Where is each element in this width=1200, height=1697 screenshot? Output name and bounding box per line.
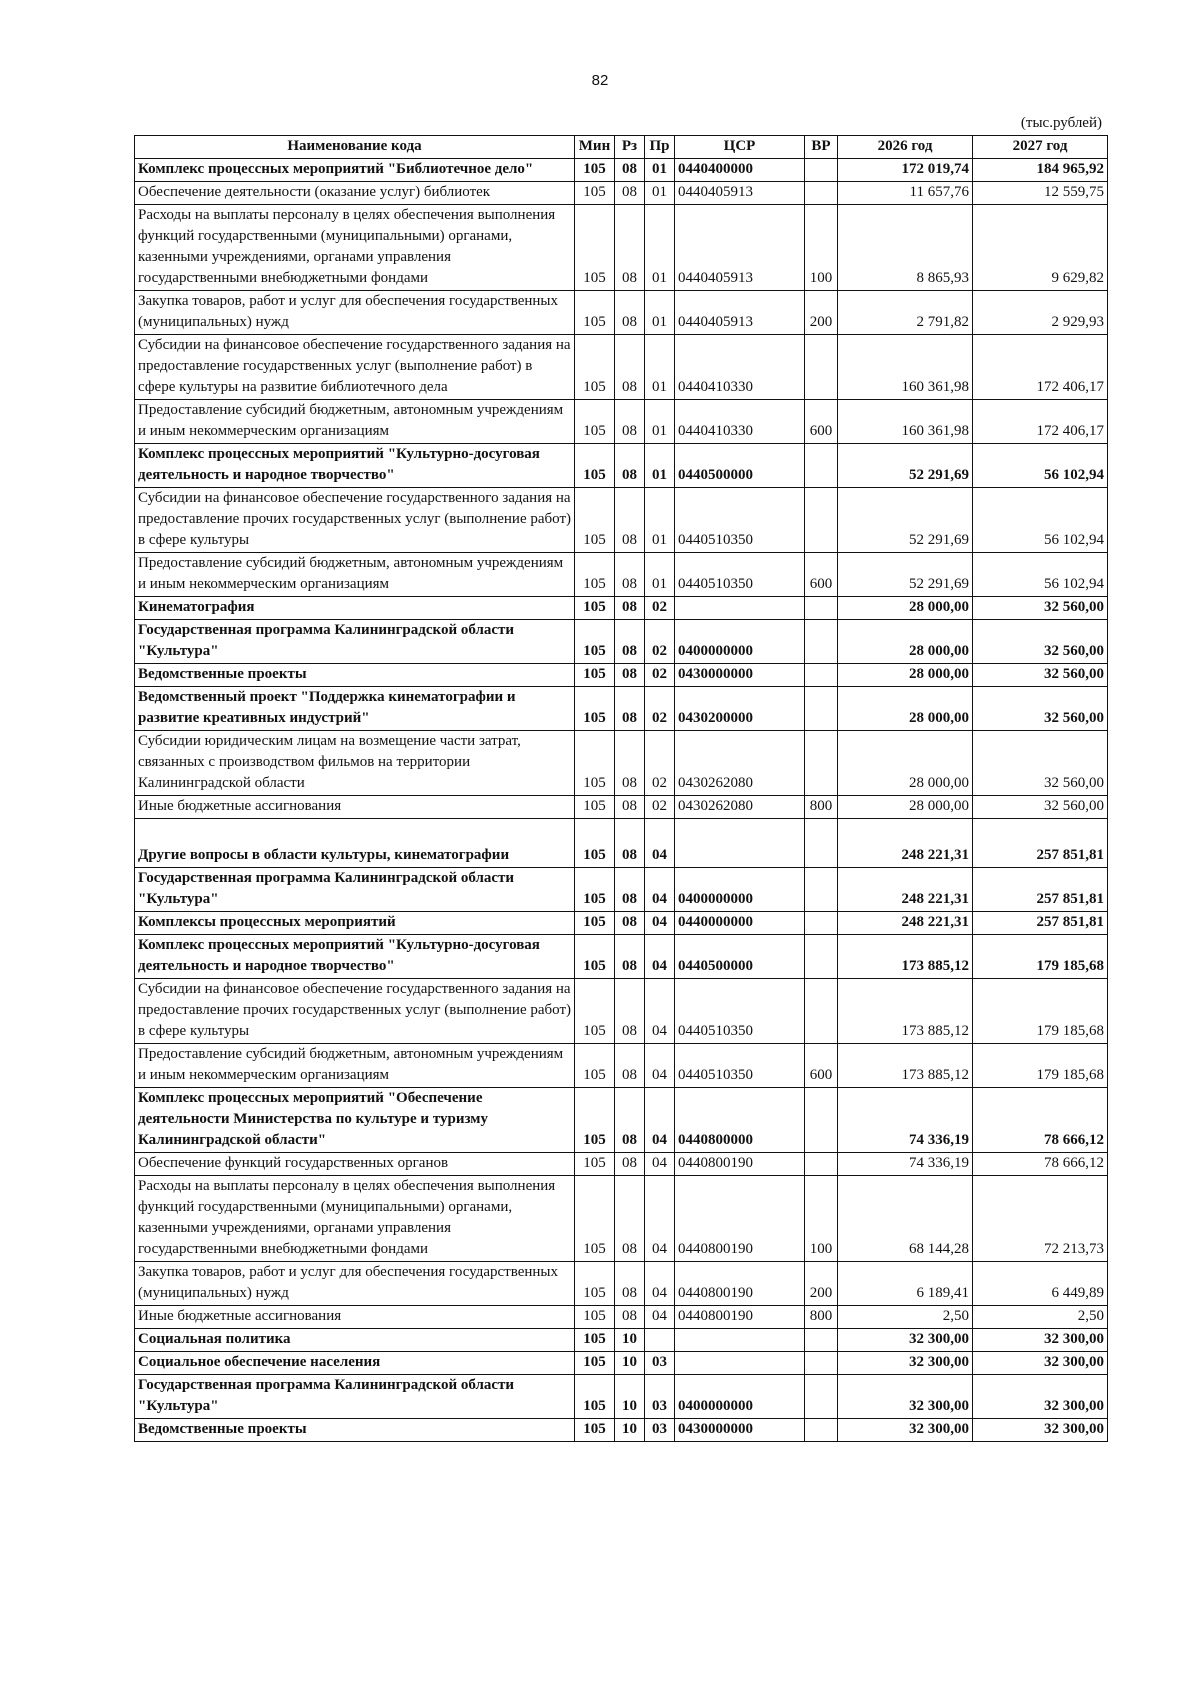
cell-csr: [675, 597, 805, 620]
cell-2026: 160 361,98: [838, 400, 973, 444]
cell-name: Ведомственный проект "Поддержка кинематографии и развитие креативных индустрий": [135, 687, 575, 731]
cell-name: Комплекс процессных мероприятий "Культурно-досуговая деятельность и народное творчество": [135, 444, 575, 488]
table-row: [135, 868, 1108, 912]
cell-2027: 172 406,17: [973, 335, 1108, 400]
cell-min: 105: [575, 979, 615, 1044]
cell-vr: [805, 1419, 838, 1442]
cell-pr: 04: [645, 1044, 675, 1088]
cell-2027: 9 629,82: [973, 205, 1108, 291]
cell-pr: 01: [645, 159, 675, 182]
budget-table: [134, 135, 1108, 1442]
cell-2027: 56 102,94: [973, 553, 1108, 597]
cell-rz: 08: [615, 1176, 645, 1262]
table-row: [135, 182, 1108, 205]
cell-2026: 74 336,19: [838, 1088, 973, 1153]
cell-rz: 08: [615, 488, 645, 553]
cell-min: 105: [575, 1176, 615, 1262]
cell-vr: [805, 687, 838, 731]
cell-name: Закупка товаров, работ и услуг для обеспечения государственных (муниципальных) нужд: [135, 1262, 575, 1306]
cell-vr: [805, 1153, 838, 1176]
cell-csr: 0430200000: [675, 687, 805, 731]
cell-vr: [805, 664, 838, 687]
cell-vr: [805, 620, 838, 664]
cell-csr: 0440800190: [675, 1262, 805, 1306]
cell-2027: 12 559,75: [973, 182, 1108, 205]
cell-rz: 08: [615, 444, 645, 488]
cell-2027: 172 406,17: [973, 400, 1108, 444]
cell-min: 105: [575, 1306, 615, 1329]
cell-2026: 32 300,00: [838, 1375, 973, 1419]
cell-2026: 74 336,19: [838, 1153, 973, 1176]
cell-2027: 32 560,00: [973, 664, 1108, 687]
table-row: [135, 400, 1108, 444]
cell-csr: 0400000000: [675, 868, 805, 912]
cell-rz: 08: [615, 1306, 645, 1329]
cell-rz: 08: [615, 1262, 645, 1306]
cell-pr: 02: [645, 731, 675, 796]
cell-vr: [805, 182, 838, 205]
cell-pr: 01: [645, 400, 675, 444]
cell-rz: 08: [615, 335, 645, 400]
cell-csr: 0400000000: [675, 620, 805, 664]
cell-csr: 0440405913: [675, 205, 805, 291]
cell-name: Государственная программа Калининградской области "Культура": [135, 868, 575, 912]
cell-min: 105: [575, 400, 615, 444]
cell-rz: 08: [615, 819, 645, 868]
cell-name: Ведомственные проекты: [135, 1419, 575, 1442]
cell-2027: 32 300,00: [973, 1419, 1108, 1442]
cell-2026: 2 791,82: [838, 291, 973, 335]
cell-csr: [675, 819, 805, 868]
cell-pr: 04: [645, 1153, 675, 1176]
cell-pr: 04: [645, 819, 675, 868]
cell-rz: 08: [615, 182, 645, 205]
cell-pr: 01: [645, 205, 675, 291]
cell-csr: 0440800000: [675, 1088, 805, 1153]
cell-min: 105: [575, 205, 615, 291]
cell-2026: 173 885,12: [838, 935, 973, 979]
table-body: [135, 159, 1108, 1442]
table-row: [135, 444, 1108, 488]
cell-csr: 0400000000: [675, 1375, 805, 1419]
cell-2027: 257 851,81: [973, 868, 1108, 912]
cell-min: 105: [575, 912, 615, 935]
cell-2026: 28 000,00: [838, 731, 973, 796]
cell-2026: 52 291,69: [838, 488, 973, 553]
cell-2026: 8 865,93: [838, 205, 973, 291]
cell-csr: 0440400000: [675, 159, 805, 182]
cell-min: 105: [575, 1088, 615, 1153]
cell-csr: 0430262080: [675, 731, 805, 796]
cell-pr: 04: [645, 979, 675, 1044]
cell-2026: 248 221,31: [838, 819, 973, 868]
table-row: [135, 1262, 1108, 1306]
cell-2026: 32 300,00: [838, 1419, 973, 1442]
table-row: [135, 1352, 1108, 1375]
cell-csr: 0440510350: [675, 979, 805, 1044]
cell-2027: 32 560,00: [973, 687, 1108, 731]
cell-2027: 184 965,92: [973, 159, 1108, 182]
cell-2026: 28 000,00: [838, 664, 973, 687]
header-name: Наименование кода: [135, 136, 575, 159]
cell-pr: 04: [645, 1306, 675, 1329]
cell-pr: 02: [645, 796, 675, 819]
cell-pr: 01: [645, 291, 675, 335]
header-rz: Рз: [615, 136, 645, 159]
cell-min: 105: [575, 159, 615, 182]
cell-2027: 32 560,00: [973, 731, 1108, 796]
cell-csr: 0440410330: [675, 400, 805, 444]
cell-name: Комплекс процессных мероприятий "Библиотечное дело": [135, 159, 575, 182]
cell-vr: [805, 912, 838, 935]
cell-rz: 08: [615, 1044, 645, 1088]
units-label: (тыс.рублей): [1020, 115, 1102, 131]
cell-min: 105: [575, 935, 615, 979]
cell-rz: 08: [615, 400, 645, 444]
cell-min: 105: [575, 731, 615, 796]
cell-vr: [805, 335, 838, 400]
cell-min: 105: [575, 1352, 615, 1375]
cell-pr: 04: [645, 912, 675, 935]
cell-rz: 08: [615, 553, 645, 597]
header-2027: 2027 год: [973, 136, 1108, 159]
cell-rz: 08: [615, 731, 645, 796]
cell-csr: 0430262080: [675, 796, 805, 819]
cell-pr: 02: [645, 620, 675, 664]
cell-min: 105: [575, 620, 615, 664]
page-number: 82: [591, 72, 609, 89]
cell-pr: 01: [645, 182, 675, 205]
cell-vr: 800: [805, 796, 838, 819]
cell-csr: 0440510350: [675, 488, 805, 553]
cell-min: 105: [575, 1375, 615, 1419]
table-row: [135, 1419, 1108, 1442]
cell-2027: 32 560,00: [973, 597, 1108, 620]
cell-rz: 08: [615, 912, 645, 935]
cell-2027: 2 929,93: [973, 291, 1108, 335]
cell-2026: 160 361,98: [838, 335, 973, 400]
cell-2026: 172 019,74: [838, 159, 973, 182]
cell-rz: 08: [615, 796, 645, 819]
cell-min: 105: [575, 553, 615, 597]
cell-2026: 32 300,00: [838, 1352, 973, 1375]
cell-name: Ведомственные проекты: [135, 664, 575, 687]
cell-vr: [805, 597, 838, 620]
cell-2026: 173 885,12: [838, 1044, 973, 1088]
cell-2026: 2,50: [838, 1306, 973, 1329]
header-vr: ВР: [805, 136, 838, 159]
cell-name: Другие вопросы в области культуры, кинематографии: [135, 819, 575, 868]
cell-rz: 08: [615, 935, 645, 979]
cell-pr: 02: [645, 664, 675, 687]
cell-min: 105: [575, 335, 615, 400]
table-row: [135, 1153, 1108, 1176]
table-row: [135, 731, 1108, 796]
cell-2026: 68 144,28: [838, 1176, 973, 1262]
cell-2026: 11 657,76: [838, 182, 973, 205]
cell-2026: 28 000,00: [838, 620, 973, 664]
cell-pr: 04: [645, 1088, 675, 1153]
cell-vr: [805, 868, 838, 912]
cell-min: 105: [575, 488, 615, 553]
cell-min: 105: [575, 182, 615, 205]
cell-pr: 02: [645, 687, 675, 731]
table-row: [135, 796, 1108, 819]
cell-rz: 10: [615, 1419, 645, 1442]
header-2026: 2026 год: [838, 136, 973, 159]
cell-pr: 01: [645, 553, 675, 597]
table-row: [135, 819, 1108, 868]
cell-csr: [675, 1352, 805, 1375]
cell-name: Предоставление субсидий бюджетным, автономным учреждениям и иным некоммерческим организациям: [135, 400, 575, 444]
cell-name: Обеспечение функций государственных органов: [135, 1153, 575, 1176]
cell-csr: 0440000000: [675, 912, 805, 935]
table-row: [135, 1088, 1108, 1153]
cell-pr: 04: [645, 1176, 675, 1262]
cell-name: Кинематография: [135, 597, 575, 620]
cell-2027: 78 666,12: [973, 1088, 1108, 1153]
header-pr: Пр: [645, 136, 675, 159]
cell-2027: 257 851,81: [973, 912, 1108, 935]
cell-min: 105: [575, 597, 615, 620]
table-row: [135, 597, 1108, 620]
cell-name: Социальное обеспечение населения: [135, 1352, 575, 1375]
cell-name: Комплекс процессных мероприятий "Обеспечение деятельности Министерства по культуре и туризму Калининградской области": [135, 1088, 575, 1153]
cell-2026: 28 000,00: [838, 796, 973, 819]
cell-vr: [805, 444, 838, 488]
cell-2027: 32 300,00: [973, 1352, 1108, 1375]
cell-rz: 08: [615, 205, 645, 291]
cell-vr: [805, 1352, 838, 1375]
cell-2026: 32 300,00: [838, 1329, 973, 1352]
header-min: Мин: [575, 136, 615, 159]
cell-vr: [805, 488, 838, 553]
cell-2026: 52 291,69: [838, 444, 973, 488]
cell-name: Субсидии на финансовое обеспечение государственного задания на предоставление прочих государственных услуг (выполнение работ) в сфере культуры: [135, 979, 575, 1044]
cell-min: 105: [575, 1329, 615, 1352]
cell-2027: 179 185,68: [973, 935, 1108, 979]
cell-pr: 01: [645, 444, 675, 488]
cell-2027: 56 102,94: [973, 444, 1108, 488]
cell-pr: 02: [645, 597, 675, 620]
table-row: [135, 291, 1108, 335]
cell-name: Расходы на выплаты персоналу в целях обеспечения выполнения функций государственными (муниципальными) органами, казенными учреждениями, органами управления государственными внебюджетными фондами: [135, 205, 575, 291]
cell-name: Социальная политика: [135, 1329, 575, 1352]
cell-csr: 0440500000: [675, 935, 805, 979]
cell-pr: 03: [645, 1419, 675, 1442]
cell-vr: [805, 1329, 838, 1352]
cell-csr: 0440800190: [675, 1176, 805, 1262]
cell-min: 105: [575, 664, 615, 687]
cell-rz: 08: [615, 868, 645, 912]
cell-pr: [645, 1329, 675, 1352]
cell-2026: 248 221,31: [838, 912, 973, 935]
cell-name: Обеспечение деятельности (оказание услуг) библиотек: [135, 182, 575, 205]
cell-csr: 0440800190: [675, 1306, 805, 1329]
cell-vr: 200: [805, 1262, 838, 1306]
cell-pr: 03: [645, 1375, 675, 1419]
cell-name: Субсидии юридическим лицам на возмещение части затрат, связанных с производством фильмов на территории Калининградской области: [135, 731, 575, 796]
cell-csr: 0440410330: [675, 335, 805, 400]
table-row: [135, 1375, 1108, 1419]
cell-rz: 08: [615, 159, 645, 182]
cell-csr: 0440405913: [675, 291, 805, 335]
cell-pr: 01: [645, 488, 675, 553]
cell-vr: 600: [805, 553, 838, 597]
cell-pr: 04: [645, 935, 675, 979]
cell-min: 105: [575, 1419, 615, 1442]
cell-2026: 173 885,12: [838, 979, 973, 1044]
cell-2027: 56 102,94: [973, 488, 1108, 553]
cell-rz: 08: [615, 687, 645, 731]
cell-name: Предоставление субсидий бюджетным, автономным учреждениям и иным некоммерческим организациям: [135, 1044, 575, 1088]
cell-rz: 08: [615, 1088, 645, 1153]
cell-name: Комплекс процессных мероприятий "Культурно-досуговая деятельность и народное творчество": [135, 935, 575, 979]
table-row: [135, 159, 1108, 182]
cell-2026: 6 189,41: [838, 1262, 973, 1306]
table-row: [135, 1044, 1108, 1088]
cell-pr: 01: [645, 335, 675, 400]
cell-min: 105: [575, 1044, 615, 1088]
cell-csr: 0440405913: [675, 182, 805, 205]
cell-vr: 100: [805, 205, 838, 291]
cell-csr: 0430000000: [675, 1419, 805, 1442]
cell-rz: 08: [615, 979, 645, 1044]
cell-2027: 72 213,73: [973, 1176, 1108, 1262]
cell-2027: 32 300,00: [973, 1329, 1108, 1352]
table-row: [135, 687, 1108, 731]
cell-name: Предоставление субсидий бюджетным, автономным учреждениям и иным некоммерческим организациям: [135, 553, 575, 597]
cell-min: 105: [575, 1262, 615, 1306]
cell-min: 105: [575, 687, 615, 731]
table-row: [135, 1176, 1108, 1262]
cell-2027: 6 449,89: [973, 1262, 1108, 1306]
cell-csr: 0430000000: [675, 664, 805, 687]
cell-pr: 03: [645, 1352, 675, 1375]
cell-csr: 0440500000: [675, 444, 805, 488]
cell-name: Комплексы процессных мероприятий: [135, 912, 575, 935]
table-row: [135, 979, 1108, 1044]
cell-2027: 2,50: [973, 1306, 1108, 1329]
table-header-row: [135, 136, 1108, 159]
cell-rz: 08: [615, 291, 645, 335]
cell-csr: 0440510350: [675, 1044, 805, 1088]
cell-min: 105: [575, 1153, 615, 1176]
cell-min: 105: [575, 444, 615, 488]
cell-min: 105: [575, 796, 615, 819]
cell-rz: 10: [615, 1352, 645, 1375]
cell-csr: 0440510350: [675, 553, 805, 597]
cell-vr: [805, 159, 838, 182]
cell-name: Закупка товаров, работ и услуг для обеспечения государственных (муниципальных) нужд: [135, 291, 575, 335]
cell-2027: 32 560,00: [973, 620, 1108, 664]
cell-vr: [805, 935, 838, 979]
cell-rz: 08: [615, 620, 645, 664]
cell-2027: 257 851,81: [973, 819, 1108, 868]
cell-vr: [805, 1088, 838, 1153]
header-csr: ЦСР: [675, 136, 805, 159]
cell-min: 105: [575, 868, 615, 912]
cell-2027: 32 560,00: [973, 796, 1108, 819]
table-row: [135, 912, 1108, 935]
cell-2026: 28 000,00: [838, 687, 973, 731]
cell-vr: [805, 979, 838, 1044]
cell-rz: 08: [615, 1153, 645, 1176]
table-row: [135, 335, 1108, 400]
cell-name: Иные бюджетные ассигнования: [135, 796, 575, 819]
cell-2026: 248 221,31: [838, 868, 973, 912]
cell-name: Государственная программа Калининградской области "Культура": [135, 620, 575, 664]
cell-vr: 600: [805, 400, 838, 444]
cell-name: Расходы на выплаты персоналу в целях обеспечения выполнения функций государственными (муниципальными) органами, казенными учреждениями, органами управления государственными внебюджетными фондами: [135, 1176, 575, 1262]
cell-pr: 04: [645, 868, 675, 912]
table-row: [135, 488, 1108, 553]
cell-2026: 52 291,69: [838, 553, 973, 597]
table-row: [135, 620, 1108, 664]
cell-2027: 179 185,68: [973, 979, 1108, 1044]
cell-2027: 179 185,68: [973, 1044, 1108, 1088]
cell-csr: [675, 1329, 805, 1352]
cell-vr: 200: [805, 291, 838, 335]
cell-csr: 0440800190: [675, 1153, 805, 1176]
table-row: [135, 1306, 1108, 1329]
cell-vr: [805, 1375, 838, 1419]
table-row: [135, 1329, 1108, 1352]
cell-min: 105: [575, 291, 615, 335]
cell-vr: 800: [805, 1306, 838, 1329]
cell-vr: 600: [805, 1044, 838, 1088]
table-row: [135, 664, 1108, 687]
cell-vr: [805, 819, 838, 868]
cell-name: Государственная программа Калининградской области "Культура": [135, 1375, 575, 1419]
cell-name: Иные бюджетные ассигнования: [135, 1306, 575, 1329]
cell-2026: 28 000,00: [838, 597, 973, 620]
cell-rz: 08: [615, 664, 645, 687]
cell-rz: 10: [615, 1329, 645, 1352]
cell-name: Субсидии на финансовое обеспечение государственного задания на предоставление государственных услуг (выполнение работ) в сфере культуры на развитие библиотечного дела: [135, 335, 575, 400]
cell-rz: 10: [615, 1375, 645, 1419]
cell-vr: [805, 731, 838, 796]
table-row: [135, 553, 1108, 597]
cell-vr: 100: [805, 1176, 838, 1262]
cell-min: 105: [575, 819, 615, 868]
table-row: [135, 205, 1108, 291]
cell-rz: 08: [615, 597, 645, 620]
table-row: [135, 935, 1108, 979]
cell-name: Субсидии на финансовое обеспечение государственного задания на предоставление прочих государственных услуг (выполнение работ) в сфере культуры: [135, 488, 575, 553]
cell-2027: 78 666,12: [973, 1153, 1108, 1176]
cell-2027: 32 300,00: [973, 1375, 1108, 1419]
cell-pr: 04: [645, 1262, 675, 1306]
